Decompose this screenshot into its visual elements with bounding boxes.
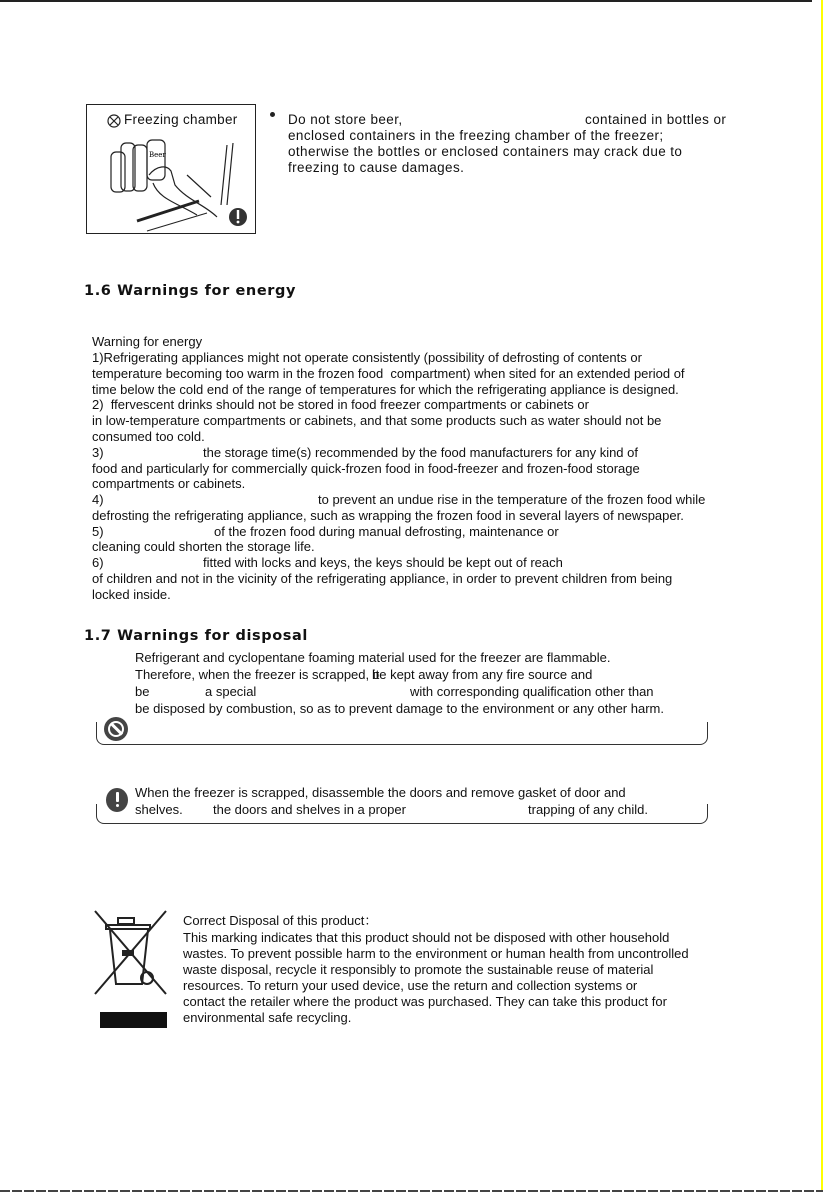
weee-line: waste disposal, recycle it responsibly to promote the sustainable reuse of material <box>183 962 654 977</box>
energy-line: of children and not in the vicinity of the refrigerating appliance, in order to prevent children from being <box>92 571 673 586</box>
energy-line: food and particularly for commercially quick-frozen food in food-freezer and frozen-food storage <box>92 461 640 476</box>
prohibited-icon <box>104 717 128 741</box>
bullet-line: freezing to cause damages. <box>288 160 465 175</box>
freezing-chamber-illustration <box>86 104 256 234</box>
weee-line: environmental safe recycling. <box>183 1010 352 1025</box>
energy-line: Warning for energy <box>92 334 203 349</box>
flammable-line: Refrigerant and cyclopentane foaming material used for the freezer are flammable. <box>135 650 611 665</box>
energy-line: time below the cold end of the range of temperatures for which the refrigerating appliance is designed. <box>92 382 679 397</box>
energy-line: defrosting the refrigerating appliance, such as wrapping the frozen food in several layers of newspaper. <box>92 508 684 523</box>
disposal-heading: 1.7 Warnings for disposal <box>84 628 308 644</box>
energy-line: in low-temperature compartments or cabinets, and that some products such as water should not be <box>92 413 662 428</box>
bullet-line: Do not store beer, contained in bottles or <box>288 112 727 127</box>
weee-line: wastes. To prevent possible harm to the environment or human health from uncontrolled <box>183 946 689 961</box>
flammable-line: Therefore, when the freezer is scrapped, it be kept away from any fire source and <box>135 667 593 682</box>
weee-line: This marking indicates that this product should not be disposed with other household <box>183 930 670 945</box>
energy-line: 6) fitted with locks and keys, the keys should be kept out of reach <box>92 555 563 570</box>
flammable-line: be a special with corresponding qualification other than <box>135 684 654 699</box>
bullet-line: enclosed containers in the freezing chamber of the freezer; <box>288 128 664 143</box>
energy-line: 1)Refrigerating appliances might not operate consistently (possibility of defrosting of contents or <box>92 350 642 365</box>
energy-line: cleaning could shorten the storage life. <box>92 539 315 554</box>
energy-line: temperature becoming too warm in the frozen food compartment) when sited for an extended period of <box>92 366 685 381</box>
energy-line: 5) of the frozen food during manual defrosting, maintenance or <box>92 524 559 539</box>
weee-crossed-bin-icon <box>92 908 172 1032</box>
weee-line: contact the retailer where the product was purchased. They can take this product for <box>183 994 667 1009</box>
energy-line: 2) ffervescent drinks should not be stored in food freezer compartments or cabinets or <box>92 397 589 412</box>
weee-title: Correct Disposal of this product： <box>183 913 378 928</box>
warning-icon <box>106 788 128 812</box>
page-top-border <box>0 0 812 2</box>
flammable-warning-box <box>96 722 708 745</box>
door-removal-line: When the freezer is scrapped, disassemble the doors and remove gasket of door and <box>135 785 626 800</box>
bullet-icon <box>270 112 275 117</box>
energy-line: compartments or cabinets. <box>92 476 246 491</box>
energy-line: 4) to prevent an undue rise in the temperature of the frozen food while <box>92 492 706 507</box>
beer-can-label: Beer <box>149 151 166 159</box>
flammable-line: be disposed by combustion, so as to prevent damage to the environment or any other harm. <box>135 701 664 716</box>
energy-heading: 1.6 Warnings for energy <box>84 283 297 299</box>
weee-line: resources. To return your used device, use the return and collection systems or <box>183 978 638 993</box>
energy-line: locked inside. <box>92 587 171 602</box>
energy-line: 3) the storage time(s) recommended by the food manufacturers for any kind of <box>92 445 638 460</box>
freezing-chamber-label: Freezing chamber <box>124 112 238 127</box>
bullet-line: otherwise the bottles or enclosed containers may crack due to <box>288 144 683 159</box>
door-removal-line: shelves. the doors and shelves in a proper trapping of any child. <box>135 802 648 817</box>
energy-line: consumed too cold. <box>92 429 205 444</box>
